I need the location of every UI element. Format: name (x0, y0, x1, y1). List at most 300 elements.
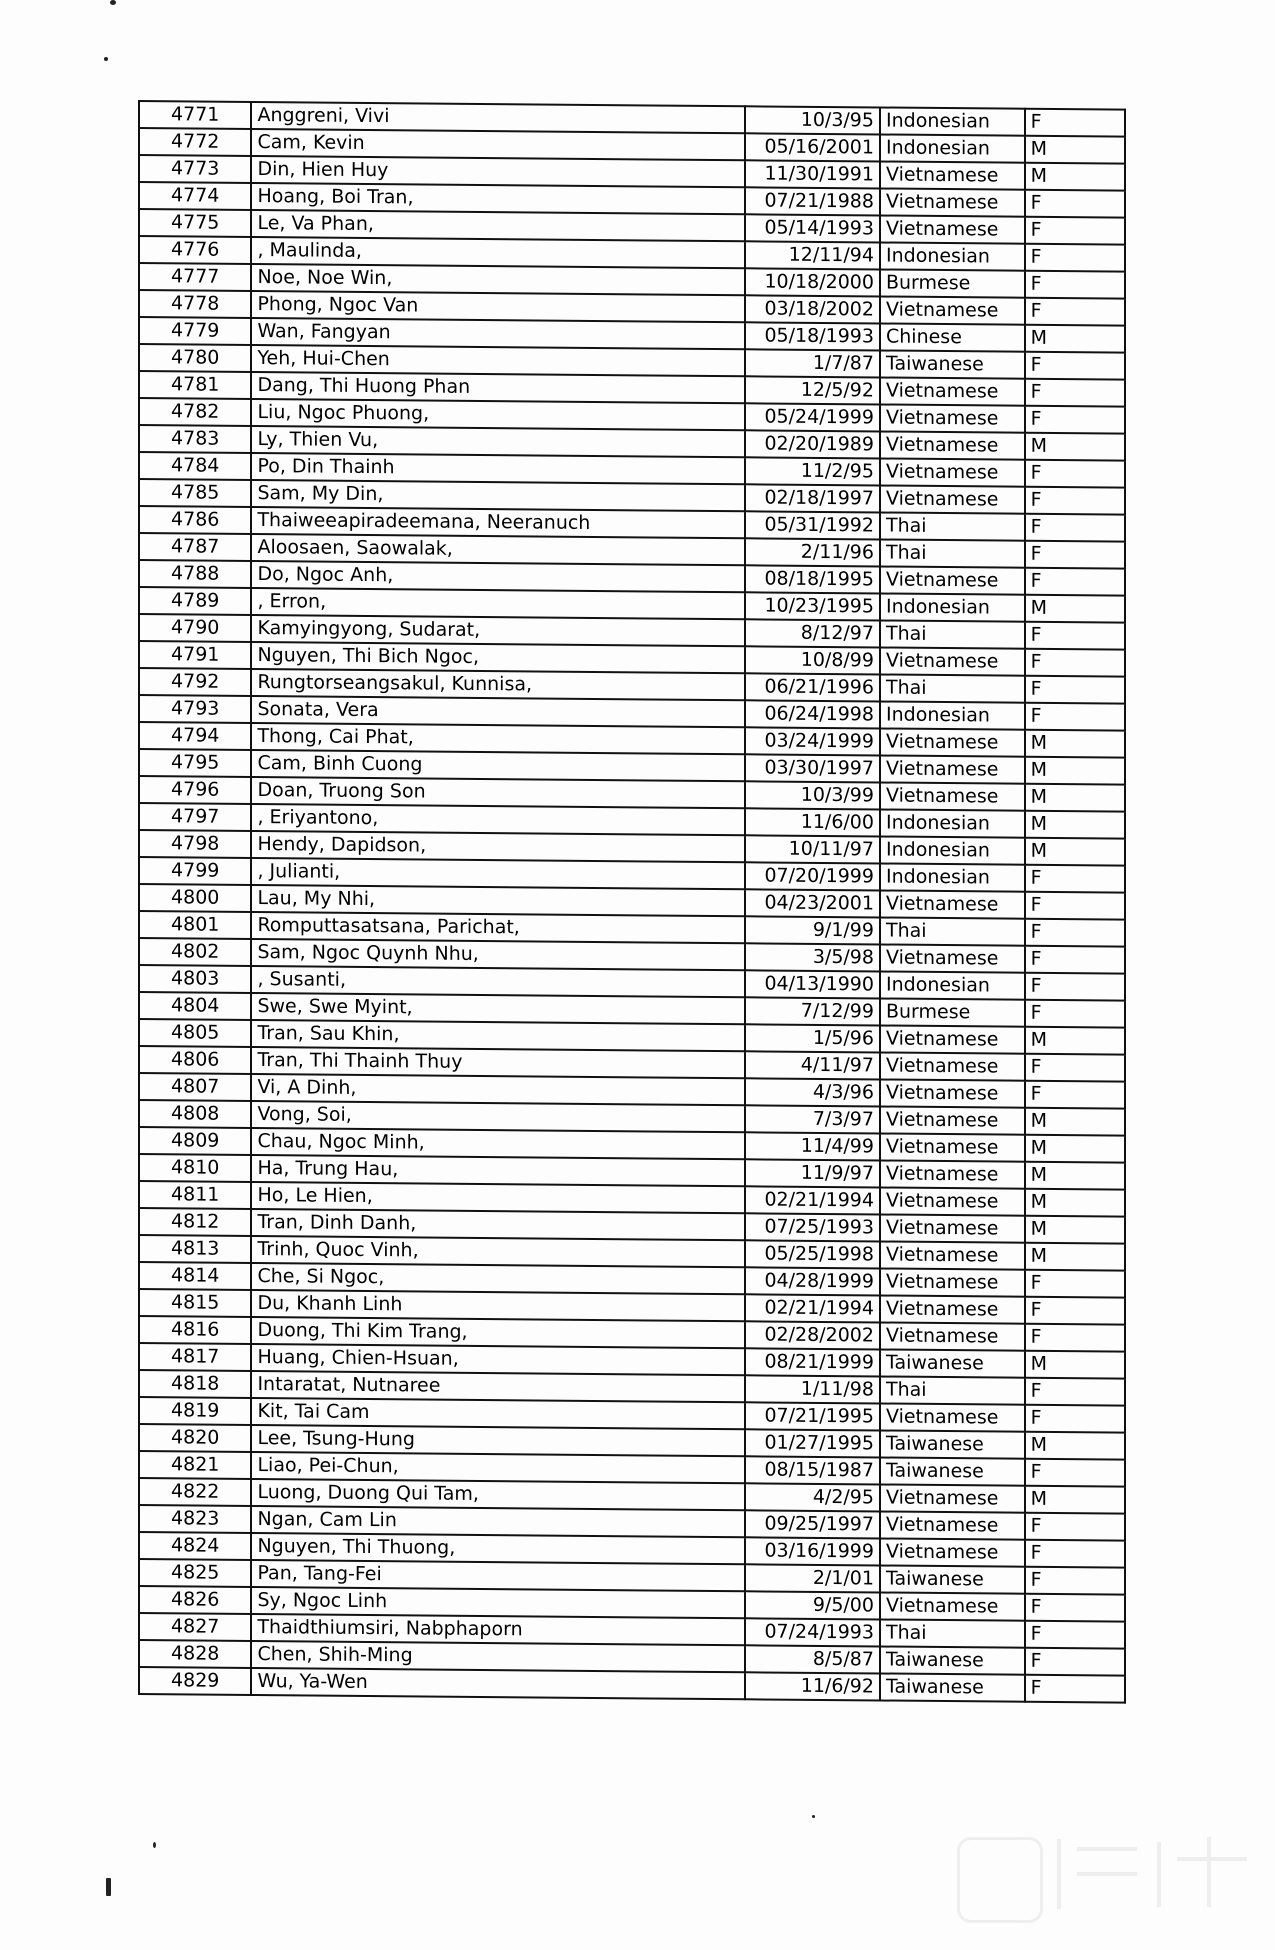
name-cell: Tran, Dinh Danh, (251, 1209, 745, 1240)
nationality-cell: Vietnamese (880, 1322, 1025, 1350)
watermark-stroke (1077, 1847, 1137, 1851)
name-cell: Luong, Duong Qui Tam, (251, 1479, 745, 1510)
sex-cell: M (1025, 595, 1125, 623)
record-id-cell: 4818 (139, 1370, 251, 1398)
sex-cell: F (1025, 244, 1125, 272)
name-cell: Pan, Tang-Fei (251, 1560, 745, 1591)
record-id-cell: 4811 (139, 1181, 251, 1209)
nationality-cell: Vietnamese (880, 404, 1025, 432)
birth-date-cell: 05/14/1993 (745, 214, 880, 242)
nationality-cell: Thai (880, 620, 1025, 648)
nationality-cell: Vietnamese (880, 1079, 1025, 1107)
sex-cell: F (1025, 703, 1125, 731)
birth-date-cell: 03/18/2002 (745, 295, 880, 323)
sex-cell: M (1025, 1162, 1125, 1190)
sex-cell: F (1025, 1594, 1125, 1622)
nationality-cell: Vietnamese (880, 1025, 1025, 1053)
nationality-cell: Indonesian (880, 593, 1025, 621)
record-id-cell: 4779 (139, 317, 251, 345)
birth-date-cell: 4/2/95 (745, 1483, 880, 1511)
nationality-cell: Vietnamese (880, 1295, 1025, 1323)
nationality-cell: Vietnamese (880, 1403, 1025, 1431)
nationality-cell: Vietnamese (880, 755, 1025, 783)
birth-date-cell: 7/3/97 (745, 1105, 880, 1133)
birth-date-cell: 10/8/99 (745, 646, 880, 674)
nationality-cell: Vietnamese (880, 1214, 1025, 1242)
birth-date-cell: 12/5/92 (745, 376, 880, 404)
name-cell: Yeh, Hui-Chen (251, 345, 745, 376)
record-id-cell: 4796 (139, 776, 251, 804)
record-id-cell: 4788 (139, 560, 251, 588)
nationality-cell: Indonesian (880, 134, 1025, 162)
watermark-stroke (1207, 1837, 1211, 1907)
record-id-cell: 4803 (139, 965, 251, 993)
sex-cell: F (1025, 1567, 1125, 1595)
name-cell: Rungtorseangsakul, Kunnisa, (251, 669, 745, 700)
nationality-cell: Taiwanese (880, 1430, 1025, 1458)
sex-cell: F (1025, 622, 1125, 650)
record-id-cell: 4792 (139, 668, 251, 696)
watermark-stroke (1177, 1857, 1247, 1861)
name-cell: Huang, Chien-Hsuan, (251, 1344, 745, 1375)
record-id-cell: 4783 (139, 425, 251, 453)
nationality-cell: Indonesian (880, 242, 1025, 270)
name-cell: Vong, Soi, (251, 1101, 745, 1132)
record-id-cell: 4784 (139, 452, 251, 480)
record-id-cell: 4813 (139, 1235, 251, 1263)
name-cell: Lee, Tsung-Hung (251, 1425, 745, 1456)
sex-cell: F (1025, 298, 1125, 326)
sex-cell: M (1025, 325, 1125, 353)
birth-date-cell: 05/31/1992 (745, 511, 880, 539)
sex-cell: F (1025, 865, 1125, 893)
nationality-cell: Vietnamese (880, 458, 1025, 486)
name-cell: Trinh, Quoc Vinh, (251, 1236, 745, 1267)
sex-cell: M (1025, 136, 1125, 164)
record-id-cell: 4816 (139, 1316, 251, 1344)
birth-date-cell: 1/7/87 (745, 349, 880, 377)
record-id-cell: 4824 (139, 1532, 251, 1560)
birth-date-cell: 10/18/2000 (745, 268, 880, 296)
nationality-cell: Vietnamese (880, 566, 1025, 594)
name-cell: Swe, Swe Myint, (251, 993, 745, 1024)
nationality-cell: Indonesian (880, 809, 1025, 837)
sex-cell: F (1025, 1621, 1125, 1649)
sex-cell: F (1025, 1270, 1125, 1298)
nationality-cell: Vietnamese (880, 1511, 1025, 1539)
birth-date-cell: 3/5/98 (745, 943, 880, 971)
sex-cell: F (1025, 946, 1125, 974)
watermark-logo (957, 1827, 1257, 1922)
sex-cell: F (1025, 217, 1125, 245)
name-cell: Ly, Thien Vu, (251, 426, 745, 457)
sex-cell: F (1025, 973, 1125, 1001)
sex-cell: F (1025, 487, 1125, 515)
birth-date-cell: 02/21/1994 (745, 1186, 880, 1214)
record-id-cell: 4776 (139, 236, 251, 264)
sex-cell: F (1025, 649, 1125, 677)
name-cell: Sam, Ngoc Quynh Nhu, (251, 939, 745, 970)
record-id-cell: 4799 (139, 857, 251, 885)
birth-date-cell: 2/11/96 (745, 538, 880, 566)
record-id-cell: 4815 (139, 1289, 251, 1317)
name-cell: Cam, Binh Cuong (251, 750, 745, 781)
sex-cell: F (1025, 1297, 1125, 1325)
sex-cell: F (1025, 1513, 1125, 1541)
sex-cell: F (1025, 352, 1125, 380)
name-cell: , Eriyantono, (251, 804, 745, 835)
sex-cell: F (1025, 541, 1125, 569)
record-id-cell: 4814 (139, 1262, 251, 1290)
birth-date-cell: 04/13/1990 (745, 970, 880, 998)
birth-date-cell: 07/21/1988 (745, 187, 880, 215)
birth-date-cell: 9/5/00 (745, 1591, 880, 1619)
sex-cell: M (1025, 1027, 1125, 1055)
nationality-cell: Vietnamese (880, 728, 1025, 756)
nationality-cell: Vietnamese (880, 215, 1025, 243)
name-cell: Chen, Shih-Ming (251, 1641, 745, 1672)
watermark-stroke (1077, 1872, 1137, 1876)
roster-table (138, 100, 1126, 1704)
record-id-cell: 4774 (139, 182, 251, 210)
nationality-cell: Thai (880, 917, 1025, 945)
nationality-cell: Taiwanese (880, 1349, 1025, 1377)
sex-cell: M (1025, 1108, 1125, 1136)
record-id-cell: 4801 (139, 911, 251, 939)
birth-date-cell: 11/6/92 (745, 1672, 880, 1700)
nationality-cell: Vietnamese (880, 161, 1025, 189)
record-id-cell: 4826 (139, 1586, 251, 1614)
scan-speck (104, 57, 108, 61)
nationality-cell: Chinese (880, 323, 1025, 351)
name-cell: Dang, Thi Huong Phan (251, 372, 745, 403)
nationality-cell: Vietnamese (880, 782, 1025, 810)
watermark-stroke (1157, 1842, 1161, 1907)
name-cell: Romputtasatsana, Parichat, (251, 912, 745, 943)
birth-date-cell: 02/20/1989 (745, 430, 880, 458)
nationality-cell: Vietnamese (880, 1538, 1025, 1566)
nationality-cell: Indonesian (880, 836, 1025, 864)
scan-speck (812, 1815, 815, 1818)
record-id-cell: 4773 (139, 155, 251, 183)
sex-cell: M (1025, 1135, 1125, 1163)
sex-cell: F (1025, 1540, 1125, 1568)
record-id-cell: 4800 (139, 884, 251, 912)
birth-date-cell: 8/5/87 (745, 1645, 880, 1673)
record-id-cell: 4795 (139, 749, 251, 777)
nationality-cell: Vietnamese (880, 1592, 1025, 1620)
name-cell: Sam, My Din, (251, 480, 745, 511)
name-cell: Kit, Tai Cam (251, 1398, 745, 1429)
name-cell: Tran, Thi Thainh Thuy (251, 1047, 745, 1078)
birth-date-cell: 12/11/94 (745, 241, 880, 269)
birth-date-cell: 10/23/1995 (745, 592, 880, 620)
record-id-cell: 4829 (139, 1667, 251, 1695)
name-cell: Thaidthiumsiri, Nabphaporn (251, 1614, 745, 1645)
birth-date-cell: 1/5/96 (745, 1024, 880, 1052)
sex-cell: F (1025, 676, 1125, 704)
record-id-cell: 4817 (139, 1343, 251, 1371)
name-cell: Du, Khanh Linh (251, 1290, 745, 1321)
sex-cell: F (1025, 1648, 1125, 1676)
name-cell: Nguyen, Thi Thuong, (251, 1533, 745, 1564)
record-id-cell: 4802 (139, 938, 251, 966)
record-id-cell: 4808 (139, 1100, 251, 1128)
sex-cell: M (1025, 163, 1125, 191)
name-cell: Tran, Sau Khin, (251, 1020, 745, 1051)
birth-date-cell: 4/3/96 (745, 1078, 880, 1106)
record-id-cell: 4785 (139, 479, 251, 507)
sex-cell: M (1025, 757, 1125, 785)
watermark-stroke (1057, 1839, 1061, 1909)
birth-date-cell: 10/3/99 (745, 781, 880, 809)
birth-date-cell: 02/28/2002 (745, 1321, 880, 1349)
birth-date-cell: 03/16/1999 (745, 1537, 880, 1565)
record-id-cell: 4798 (139, 830, 251, 858)
sex-cell: M (1025, 730, 1125, 758)
nationality-cell: Thai (880, 1619, 1025, 1647)
record-id-cell: 4778 (139, 290, 251, 318)
name-cell: Po, Din Thainh (251, 453, 745, 484)
name-cell: Kamyingyong, Sudarat, (251, 615, 745, 646)
birth-date-cell: 05/25/1998 (745, 1240, 880, 1268)
nationality-cell: Vietnamese (880, 1484, 1025, 1512)
birth-date-cell: 10/11/97 (745, 835, 880, 863)
name-cell: Sy, Ngoc Linh (251, 1587, 745, 1618)
sex-cell: F (1025, 568, 1125, 596)
sex-cell: M (1025, 784, 1125, 812)
name-cell: Thong, Cai Phat, (251, 723, 745, 754)
name-cell: Sonata, Vera (251, 696, 745, 727)
nationality-cell: Vietnamese (880, 1160, 1025, 1188)
name-cell: Ho, Le Hien, (251, 1182, 745, 1213)
birth-date-cell: 02/18/1997 (745, 484, 880, 512)
birth-date-cell: 04/28/1999 (745, 1267, 880, 1295)
record-id-cell: 4827 (139, 1613, 251, 1641)
sex-cell: F (1025, 892, 1125, 920)
name-cell: Che, Si Ngoc, (251, 1263, 745, 1294)
birth-date-cell: 07/25/1993 (745, 1213, 880, 1241)
scan-speck (110, 0, 116, 5)
name-cell: Le, Va Phan, (251, 210, 745, 241)
name-cell: , Julianti, (251, 858, 745, 889)
birth-date-cell: 11/9/97 (745, 1159, 880, 1187)
sex-cell: F (1025, 1081, 1125, 1109)
birth-date-cell: 03/30/1997 (745, 754, 880, 782)
nationality-cell: Taiwanese (880, 350, 1025, 378)
sex-cell: M (1025, 1216, 1125, 1244)
birth-date-cell: 02/21/1994 (745, 1294, 880, 1322)
record-id-cell: 4825 (139, 1559, 251, 1587)
birth-date-cell: 8/12/97 (745, 619, 880, 647)
name-cell: Thaiweeapiradeemana, Neeranuch (251, 507, 745, 538)
name-cell: Wan, Fangyan (251, 318, 745, 349)
name-cell: Hendy, Dapidson, (251, 831, 745, 862)
nationality-cell: Indonesian (880, 107, 1025, 135)
watermark-box (957, 1837, 1043, 1923)
nationality-cell: Thai (880, 512, 1025, 540)
name-cell: Aloosaen, Saowalak, (251, 534, 745, 565)
sex-cell: F (1025, 1054, 1125, 1082)
sex-cell: M (1025, 1351, 1125, 1379)
birth-date-cell: 07/21/1995 (745, 1402, 880, 1430)
sex-cell: F (1025, 379, 1125, 407)
nationality-cell: Vietnamese (880, 188, 1025, 216)
sex-cell: M (1025, 811, 1125, 839)
nationality-cell: Vietnamese (880, 1133, 1025, 1161)
birth-date-cell: 06/24/1998 (745, 700, 880, 728)
record-id-cell: 4797 (139, 803, 251, 831)
name-cell: Noe, Noe Win, (251, 264, 745, 295)
birth-date-cell: 05/18/1993 (745, 322, 880, 350)
name-cell: Liao, Pei-Chun, (251, 1452, 745, 1483)
record-id-cell: 4804 (139, 992, 251, 1020)
sex-cell: F (1025, 919, 1125, 947)
record-id-cell: 4805 (139, 1019, 251, 1047)
record-id-cell: 4782 (139, 398, 251, 426)
birth-date-cell: 11/30/1991 (745, 160, 880, 188)
birth-date-cell: 9/1/99 (745, 916, 880, 944)
record-id-cell: 4821 (139, 1451, 251, 1479)
nationality-cell: Indonesian (880, 863, 1025, 891)
sex-cell: M (1025, 1243, 1125, 1271)
record-id-cell: 4810 (139, 1154, 251, 1182)
record-id-cell: 4807 (139, 1073, 251, 1101)
name-cell: Hoang, Boi Tran, (251, 183, 745, 214)
birth-date-cell: 05/24/1999 (745, 403, 880, 431)
nationality-cell: Thai (880, 1376, 1025, 1404)
birth-date-cell: 2/1/01 (745, 1564, 880, 1592)
record-id-cell: 4819 (139, 1397, 251, 1425)
sex-cell: F (1025, 1459, 1125, 1487)
name-cell: Duong, Thi Kim Trang, (251, 1317, 745, 1348)
nationality-cell: Taiwanese (880, 1646, 1025, 1674)
name-cell: Lau, My Nhi, (251, 885, 745, 916)
birth-date-cell: 11/6/00 (745, 808, 880, 836)
birth-date-cell: 01/27/1995 (745, 1429, 880, 1457)
record-id-cell: 4828 (139, 1640, 251, 1668)
birth-date-cell: 08/15/1987 (745, 1456, 880, 1484)
sex-cell: F (1025, 1000, 1125, 1028)
record-id-cell: 4806 (139, 1046, 251, 1074)
name-cell: Liu, Ngoc Phuong, (251, 399, 745, 430)
nationality-cell: Vietnamese (880, 296, 1025, 324)
nationality-cell: Taiwanese (880, 1565, 1025, 1593)
record-id-cell: 4790 (139, 614, 251, 642)
record-id-cell: 4777 (139, 263, 251, 291)
sex-cell: F (1025, 514, 1125, 542)
name-cell: Din, Hien Huy (251, 156, 745, 187)
name-cell: Phong, Ngoc Van (251, 291, 745, 322)
record-id-cell: 4793 (139, 695, 251, 723)
sex-cell: F (1025, 271, 1125, 299)
sex-cell: M (1025, 1486, 1125, 1514)
birth-date-cell: 08/18/1995 (745, 565, 880, 593)
record-id-cell: 4772 (139, 128, 251, 156)
nationality-cell: Vietnamese (880, 485, 1025, 513)
nationality-cell: Vietnamese (880, 1052, 1025, 1080)
record-id-cell: 4820 (139, 1424, 251, 1452)
name-cell: Anggreni, Vivi (251, 102, 745, 133)
record-id-cell: 4771 (139, 101, 251, 129)
record-id-cell: 4781 (139, 371, 251, 399)
scan-speck (106, 1878, 111, 1896)
sex-cell: F (1025, 460, 1125, 488)
birth-date-cell: 11/2/95 (745, 457, 880, 485)
nationality-cell: Burmese (880, 998, 1025, 1026)
sex-cell: M (1025, 1432, 1125, 1460)
name-cell: Intaratat, Nutnaree (251, 1371, 745, 1402)
name-cell: Do, Ngoc Anh, (251, 561, 745, 592)
birth-date-cell: 11/4/99 (745, 1132, 880, 1160)
roster-body (139, 101, 1125, 1703)
birth-date-cell: 05/16/2001 (745, 133, 880, 161)
sex-cell: M (1025, 1189, 1125, 1217)
sex-cell: F (1025, 1324, 1125, 1352)
record-id-cell: 4787 (139, 533, 251, 561)
nationality-cell: Vietnamese (880, 890, 1025, 918)
nationality-cell: Vietnamese (880, 431, 1025, 459)
sex-cell: F (1025, 109, 1125, 137)
name-cell: Doan, Truong Son (251, 777, 745, 808)
sex-cell: F (1025, 406, 1125, 434)
birth-date-cell: 07/24/1993 (745, 1618, 880, 1646)
birth-date-cell: 10/3/95 (745, 106, 880, 134)
nationality-cell: Indonesian (880, 701, 1025, 729)
nationality-cell: Vietnamese (880, 647, 1025, 675)
nationality-cell: Indonesian (880, 971, 1025, 999)
birth-date-cell: 1/11/98 (745, 1375, 880, 1403)
nationality-cell: Taiwanese (880, 1457, 1025, 1485)
nationality-cell: Vietnamese (880, 1106, 1025, 1134)
name-cell: Ha, Trung Hau, (251, 1155, 745, 1186)
sex-cell: F (1025, 1378, 1125, 1406)
record-id-cell: 4822 (139, 1478, 251, 1506)
sex-cell: F (1025, 190, 1125, 218)
name-cell: Cam, Kevin (251, 129, 745, 160)
nationality-cell: Thai (880, 674, 1025, 702)
nationality-cell: Vietnamese (880, 944, 1025, 972)
name-cell: Nguyen, Thi Bich Ngoc, (251, 642, 745, 673)
name-cell: Vi, A Dinh, (251, 1074, 745, 1105)
birth-date-cell: 07/20/1999 (745, 862, 880, 890)
sex-cell: F (1025, 1405, 1125, 1433)
sex-cell: M (1025, 433, 1125, 461)
nationality-cell: Vietnamese (880, 1241, 1025, 1269)
nationality-cell: Vietnamese (880, 1268, 1025, 1296)
birth-date-cell: 09/25/1997 (745, 1510, 880, 1538)
name-cell: Chau, Ngoc Minh, (251, 1128, 745, 1159)
record-id-cell: 4789 (139, 587, 251, 615)
record-id-cell: 4809 (139, 1127, 251, 1155)
nationality-cell: Vietnamese (880, 1187, 1025, 1215)
birth-date-cell: 7/12/99 (745, 997, 880, 1025)
record-id-cell: 4775 (139, 209, 251, 237)
record-id-cell: 4791 (139, 641, 251, 669)
record-id-cell: 4780 (139, 344, 251, 372)
birth-date-cell: 03/24/1999 (745, 727, 880, 755)
birth-date-cell: 08/21/1999 (745, 1348, 880, 1376)
record-id-cell: 4786 (139, 506, 251, 534)
name-cell: Wu, Ya-Wen (251, 1668, 745, 1699)
sex-cell: F (1025, 1675, 1125, 1703)
nationality-cell: Thai (880, 539, 1025, 567)
name-cell: , Maulinda, (251, 237, 745, 268)
record-id-cell: 4794 (139, 722, 251, 750)
name-cell: Ngan, Cam Lin (251, 1506, 745, 1537)
birth-date-cell: 04/23/2001 (745, 889, 880, 917)
name-cell: , Susanti, (251, 966, 745, 997)
